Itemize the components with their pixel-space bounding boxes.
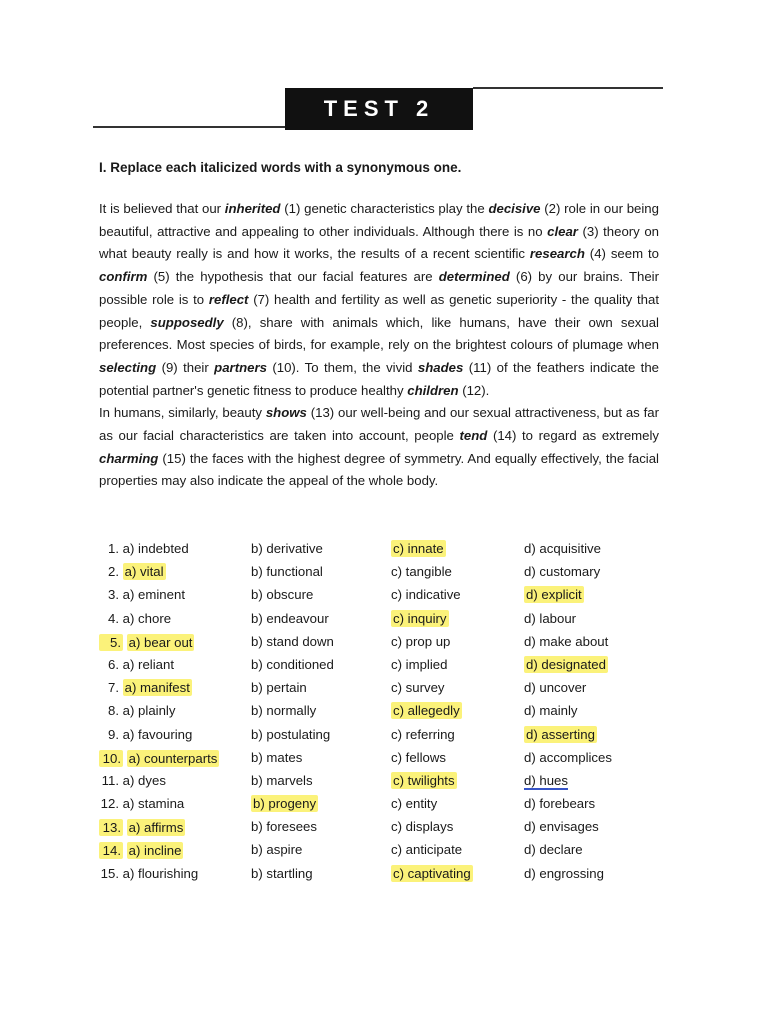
question-row bbox=[99, 724, 659, 747]
option-text: b) postulating bbox=[251, 726, 331, 742]
option-a bbox=[99, 842, 183, 859]
option-c bbox=[391, 750, 446, 765]
option-b bbox=[251, 773, 313, 788]
option-d bbox=[524, 541, 601, 556]
option-text: a) flourishing bbox=[122, 865, 199, 881]
option-c bbox=[391, 796, 437, 811]
option-b bbox=[251, 657, 334, 672]
option-d bbox=[524, 634, 608, 649]
question-row bbox=[99, 631, 659, 654]
option-text: b) derivative bbox=[251, 541, 323, 556]
italicized-word: reflect bbox=[208, 291, 249, 307]
option-text: b) pertain bbox=[251, 680, 307, 696]
passage-text: (7) health and fertility as well as genetic superiority - the quality that people, bbox=[99, 291, 659, 330]
highlighted-answer: a) vital bbox=[124, 564, 164, 580]
option-text: c) referring bbox=[391, 726, 455, 742]
italicized-word: tend bbox=[459, 428, 488, 444]
option-b bbox=[251, 819, 317, 834]
italicized-word: decisive bbox=[488, 201, 541, 216]
option-text: d) envisages bbox=[524, 819, 599, 835]
option-text: b) foresees bbox=[251, 819, 317, 835]
italicized-word: inherited bbox=[224, 201, 281, 216]
option-text: a) plainly bbox=[122, 703, 176, 719]
option-text: b) startling bbox=[251, 865, 313, 881]
italicized-word: selecting bbox=[99, 359, 157, 375]
option-b bbox=[251, 750, 302, 765]
option-text: c) survey bbox=[391, 680, 445, 696]
reading-passage bbox=[99, 198, 659, 493]
option-b bbox=[251, 842, 302, 857]
option-b bbox=[251, 541, 323, 556]
option-text: b) functional bbox=[251, 564, 323, 580]
question-number: 13. bbox=[99, 819, 123, 836]
passage-text: (14) to regard as extremely bbox=[487, 428, 660, 444]
option-c bbox=[391, 541, 446, 556]
option-d bbox=[524, 657, 608, 672]
passage-paragraph-2 bbox=[99, 402, 659, 493]
option-text: c) displays bbox=[391, 819, 454, 835]
option-text: d) mainly bbox=[524, 703, 578, 719]
option-text: a) chore bbox=[122, 610, 172, 626]
passage-text: (10). To them, the vivid bbox=[266, 359, 418, 375]
highlighted-answer: d) explicit bbox=[526, 587, 582, 603]
question-row bbox=[99, 839, 659, 862]
option-a bbox=[99, 541, 189, 556]
passage-text: (8), share with animals which, like humans, have their own sexual preferences. Most species of birds, for example, rely on the brightest colours of plumage when bbox=[99, 314, 659, 353]
passage-paragraph-1 bbox=[99, 198, 659, 402]
option-a bbox=[99, 680, 192, 695]
option-c bbox=[391, 611, 449, 626]
highlighted-answer: c) twilights bbox=[393, 772, 455, 788]
question-number: 12. bbox=[100, 796, 119, 812]
italicized-word: research bbox=[529, 246, 585, 262]
option-d bbox=[524, 703, 578, 718]
passage-text: In humans, similarly, beauty bbox=[99, 405, 266, 421]
question-row bbox=[99, 584, 659, 607]
option-b bbox=[251, 611, 329, 626]
option-c bbox=[391, 564, 452, 579]
question-number: 10. bbox=[99, 750, 123, 767]
option-b bbox=[251, 727, 330, 742]
question-row bbox=[99, 561, 659, 584]
highlighted-answer: a) manifest bbox=[124, 680, 190, 696]
option-d bbox=[524, 680, 586, 695]
passage-text: (4) seem to bbox=[584, 246, 659, 262]
answer-options-list bbox=[99, 538, 659, 886]
title-rule-left bbox=[93, 126, 285, 128]
option-c bbox=[391, 657, 447, 672]
option-d bbox=[524, 727, 597, 742]
passage-text: It is believed that our bbox=[99, 201, 225, 216]
title-rule-right bbox=[473, 87, 663, 89]
italicized-word: confirm bbox=[99, 269, 148, 285]
option-a bbox=[99, 796, 184, 811]
passage-text: (3) theory on what beauty really is and how it works, the results of a recent scientific bbox=[99, 223, 659, 262]
option-text: b) normally bbox=[251, 703, 317, 719]
italicized-word: determined bbox=[438, 269, 510, 285]
passage-text: (12). bbox=[458, 382, 490, 398]
italicized-word: shows bbox=[265, 405, 307, 421]
question-number: 14. bbox=[99, 842, 123, 859]
option-text: c) implied bbox=[391, 656, 448, 672]
option-text: d) engrossing bbox=[524, 865, 604, 881]
option-c bbox=[391, 842, 462, 857]
question-row bbox=[99, 793, 659, 816]
option-c bbox=[391, 819, 453, 834]
option-text: c) indicative bbox=[391, 587, 461, 603]
option-text: c) fellows bbox=[391, 749, 446, 765]
option-b bbox=[251, 866, 313, 881]
option-d bbox=[524, 819, 599, 834]
option-text: b) aspire bbox=[251, 842, 303, 858]
highlighted-answer: a) bear out bbox=[128, 634, 193, 650]
option-b bbox=[251, 796, 318, 811]
highlighted-answer: d) designated bbox=[526, 656, 606, 672]
question-row bbox=[99, 608, 659, 631]
option-c bbox=[391, 866, 473, 881]
option-a bbox=[99, 750, 219, 767]
option-a bbox=[99, 611, 171, 626]
passage-text: (9) their bbox=[156, 359, 215, 375]
passage-text: (13) our well-being and our sexual attractiveness, but as far as our facial characteristics are taken into account, people bbox=[99, 405, 659, 444]
option-c bbox=[391, 703, 462, 718]
option-text: b) marvels bbox=[251, 772, 313, 788]
option-d bbox=[524, 773, 568, 788]
passage-text: (11) of the feathers indicate the potential partner's genetic fitness to produce healthy bbox=[99, 359, 660, 398]
option-a bbox=[99, 634, 194, 651]
question-row bbox=[99, 677, 659, 700]
highlighted-answer: c) innate bbox=[393, 541, 444, 556]
question-number: 8. bbox=[108, 703, 119, 719]
option-text: d) declare bbox=[524, 842, 583, 858]
option-a bbox=[99, 773, 166, 788]
option-d bbox=[524, 611, 576, 626]
option-a bbox=[99, 819, 185, 836]
question-number: 11. bbox=[101, 772, 119, 788]
option-text: a) indebted bbox=[122, 541, 189, 556]
option-b bbox=[251, 587, 313, 602]
option-b bbox=[251, 634, 334, 649]
italicized-word: supposedly bbox=[150, 314, 224, 330]
highlighted-answer: c) allegedly bbox=[393, 703, 460, 719]
option-c bbox=[391, 680, 445, 695]
test-title bbox=[285, 88, 473, 130]
option-text: b) obscure bbox=[251, 587, 314, 603]
question-row bbox=[99, 747, 659, 770]
question-number: 4. bbox=[108, 610, 119, 626]
question-row bbox=[99, 538, 659, 561]
option-text: b) conditioned bbox=[251, 656, 334, 672]
option-text: d) uncover bbox=[524, 680, 587, 696]
option-text: c) anticipate bbox=[391, 842, 463, 858]
passage-text: (6) by our brains. Their possible role is to bbox=[99, 269, 659, 307]
question-row bbox=[99, 816, 659, 839]
highlighted-answer: a) counterparts bbox=[128, 750, 218, 766]
option-text: a) reliant bbox=[122, 656, 174, 672]
option-text: a) favouring bbox=[122, 726, 193, 742]
highlighted-answer: d) asserting bbox=[526, 726, 595, 742]
option-c bbox=[391, 634, 450, 649]
highlighted-answer: a) affirms bbox=[128, 820, 184, 836]
passage-text: (1) genetic characteristics play the bbox=[280, 201, 489, 216]
option-text: d) make about bbox=[524, 633, 609, 649]
option-d bbox=[524, 866, 604, 881]
highlighted-answer: b) progeny bbox=[253, 796, 317, 812]
option-text: d) acquisitive bbox=[524, 541, 601, 556]
option-text: b) mates bbox=[251, 749, 303, 765]
question-number: 3. bbox=[108, 587, 119, 603]
option-text: d) hues bbox=[524, 772, 568, 788]
question-number: 5. bbox=[99, 634, 123, 651]
highlighted-answer: a) incline bbox=[128, 843, 182, 859]
question-row bbox=[99, 863, 659, 886]
option-text: c) prop up bbox=[391, 633, 451, 649]
option-text: b) stand down bbox=[251, 633, 334, 649]
option-c bbox=[391, 727, 455, 742]
question-number: 1. bbox=[108, 541, 119, 556]
question-number: 9. bbox=[108, 726, 119, 742]
passage-text: (5) the hypothesis that our facial features are bbox=[147, 269, 439, 285]
option-d bbox=[524, 750, 612, 765]
option-a bbox=[99, 587, 185, 602]
question-number: 7. bbox=[108, 680, 119, 696]
option-a bbox=[99, 866, 198, 881]
question-number: 6. bbox=[108, 656, 119, 672]
option-d bbox=[524, 796, 595, 811]
italicized-word: charming bbox=[99, 450, 159, 466]
option-b bbox=[251, 703, 316, 718]
option-text: c) entity bbox=[391, 796, 438, 812]
option-text: d) customary bbox=[524, 564, 601, 580]
italicized-word: children bbox=[407, 382, 459, 398]
option-a bbox=[99, 703, 175, 718]
option-a bbox=[99, 657, 174, 672]
option-text: a) eminent bbox=[122, 587, 185, 603]
highlighted-answer: c) inquiry bbox=[393, 610, 447, 626]
option-d bbox=[524, 842, 583, 857]
passage-text: (15) the faces with the highest degree of symmetry. And equally effectively, the facial properties may also indicate the appeal of the whole body. bbox=[99, 450, 659, 489]
option-text: a) dyes bbox=[122, 772, 166, 788]
italicized-word: shades bbox=[417, 359, 464, 375]
option-text: b) endeavour bbox=[251, 610, 329, 626]
question-row bbox=[99, 700, 659, 723]
option-a bbox=[99, 564, 166, 579]
instruction-heading: I. Replace each italicized words with a synonymous one. bbox=[99, 160, 462, 175]
italicized-word: partners bbox=[214, 359, 267, 375]
option-text: d) accomplices bbox=[524, 749, 612, 765]
italicized-word: clear bbox=[547, 223, 578, 239]
highlighted-answer: c) captivating bbox=[393, 865, 471, 881]
option-d bbox=[524, 587, 584, 602]
question-number: 2. bbox=[108, 564, 119, 580]
passage-text: (2) role in our being beautiful, attractive and appealing to other individuals. Although there is no bbox=[99, 201, 659, 239]
question-row bbox=[99, 770, 659, 793]
option-d bbox=[524, 564, 600, 579]
option-c bbox=[391, 587, 461, 602]
option-c bbox=[391, 773, 457, 788]
option-b bbox=[251, 680, 307, 695]
option-text: a) stamina bbox=[122, 796, 185, 812]
option-b bbox=[251, 564, 323, 579]
question-row bbox=[99, 654, 659, 677]
option-text: d) labour bbox=[524, 610, 577, 626]
option-a bbox=[99, 727, 192, 742]
option-text: d) forebears bbox=[524, 796, 596, 812]
question-number: 15. bbox=[100, 865, 119, 881]
option-text: c) tangible bbox=[391, 564, 452, 580]
test-title-text: TEST 2 bbox=[323, 96, 435, 121]
